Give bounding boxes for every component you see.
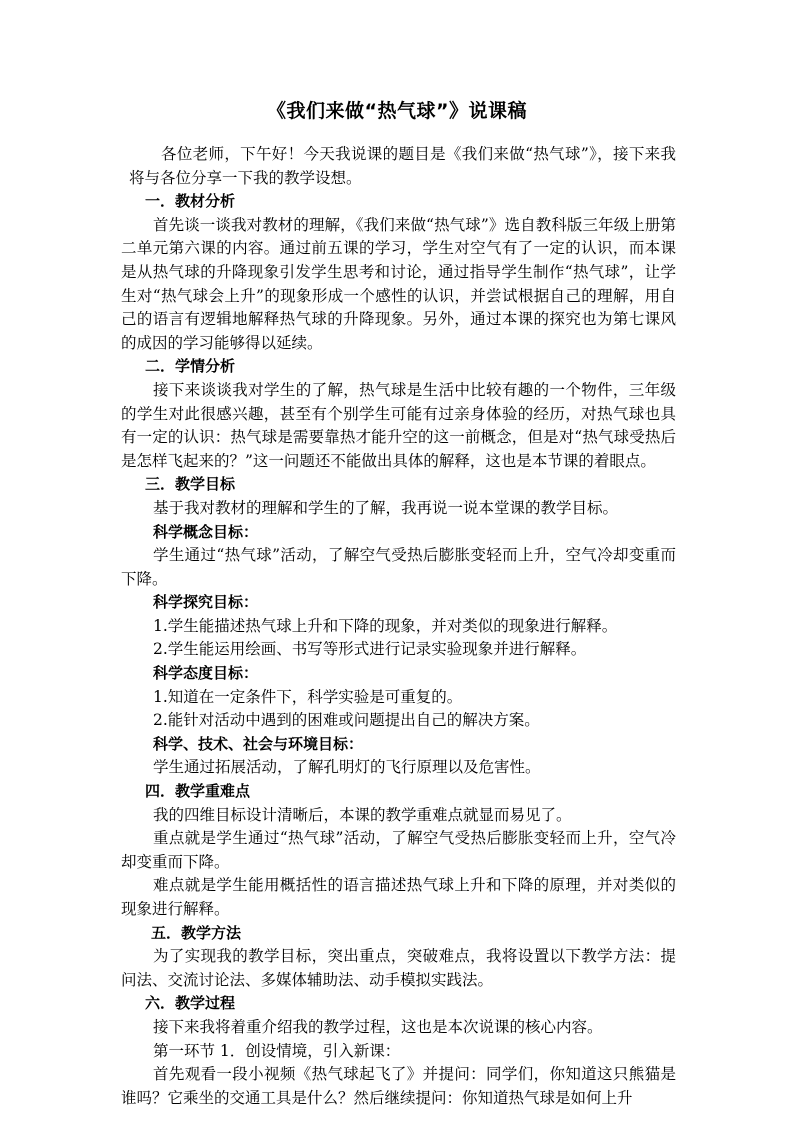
section-4-paragraph-2: 重点就是学生通过“热气球”活动，了解空气受热后膨胀变轻而上升，空气冷却变重而下降。 xyxy=(121,829,676,871)
section-3-paragraph: 基于我对教材的理解和学生的了解，我再说一说本堂课的教学目标。 xyxy=(153,498,619,517)
goal-attitude-title: 科学态度目标： xyxy=(153,664,259,683)
goal-stse-text: 学生通过拓展活动，了解孔明灯的飞行原理以及危害性。 xyxy=(153,758,541,777)
section-1-paragraph: 首先谈一谈我对教材的理解，《我们来做“热气球”》选自教科版三年级上册第二单元第六课的内容。通过前五课的学习，学生对空气有了一定的认识，而本课是从热气球的升降现象引发学生思考和讨论，通过指导学生制作“热气球”，让学生对“热气球会上升”的现象形成一个感性的认识，并尝试根据自己的理解，用自己的语言有逻辑地解释热气球的升降现象。另外，通过本课的探究也为第七课风的成因的学习能够得以延续。 xyxy=(121,215,676,352)
section-4-paragraph-1: 我的四维目标设计清晰后，本课的教学重难点就显而易见了。 xyxy=(153,805,572,824)
section-6-paragraph-2: 第一环节 1．创设情境，引入新课： xyxy=(153,1041,401,1060)
section-heading-6: 六．教学过程 xyxy=(145,994,236,1013)
goal-inquiry-title: 科学探究目标： xyxy=(153,593,259,612)
intro-paragraph: 各位老师，下午好！今天我说课的题目是《我们来做“热气球”》，接下来我将与各位分享一下我的教学设想。 xyxy=(129,145,676,187)
goal-concept-text: 学生通过“热气球”活动，了解空气受热后膨胀变轻而上升，空气冷却变重而下降。 xyxy=(121,546,676,588)
section-5-paragraph: 为了实现我的教学目标，突出重点，突破难点，我将设置以下教学方法：提问法、交流讨论法、多媒体辅助法、动手模拟实践法。 xyxy=(121,947,676,989)
section-heading-3: 三．教学目标 xyxy=(145,475,236,494)
goal-inquiry-item-2: 2.学生能运用绘画、书写等形式进行记录实验现象并进行解释。 xyxy=(153,640,587,659)
section-heading-4: 四．教学重难点 xyxy=(145,782,251,801)
section-heading-2: 二．学情分析 xyxy=(145,357,236,376)
goal-attitude-item-2: 2.能针对活动中遇到的困难或问题提出自己的解决方案。 xyxy=(153,711,540,730)
section-2-paragraph: 接下来谈谈我对学生的了解，热气球是生活中比较有趣的一个物件，三年级的学生对此很感兴趣，甚至有个别学生可能有过亲身体验的经历，对热气球也具有一定的认识：热气球是需要靠热才能升空的这一前概念，但是对“热气球受热后是怎样飞起来的？”这一问题还不能做出具体的解释，这也是本节课的着眼点。 xyxy=(121,380,676,470)
goal-stse-title: 科学、技术、社会与环境目标： xyxy=(153,734,364,753)
section-6-paragraph-1: 接下来我将着重介绍我的教学过程，这也是本次说课的核心内容。 xyxy=(153,1017,603,1036)
document-title: 《我们来做“热气球”》说课稿 xyxy=(267,100,527,122)
goal-attitude-item-1: 1.知道在一定条件下，科学实验是可重复的。 xyxy=(153,687,463,706)
goal-concept-title: 科学概念目标： xyxy=(153,522,259,541)
section-6-paragraph-3: 首先观看一段小视频《热气球起飞了》并提问：同学们，你知道这只熊猫是谁吗？它乘坐的交通工具是什么？然后继续提问：你知道热气球是如何上升 xyxy=(121,1065,676,1107)
section-heading-1: 一．教材分析 xyxy=(145,192,236,211)
section-heading-5: 五．教学方法 xyxy=(151,923,242,942)
document-body xyxy=(121,143,676,1110)
section-4-paragraph-3: 难点就是学生能用概括性的语言描述热气球上升和下降的原理，并对类似的现象进行解释。 xyxy=(121,876,676,918)
goal-inquiry-item-1: 1.学生能描述热气球上升和下降的现象，并对类似的现象进行解释。 xyxy=(153,616,618,635)
